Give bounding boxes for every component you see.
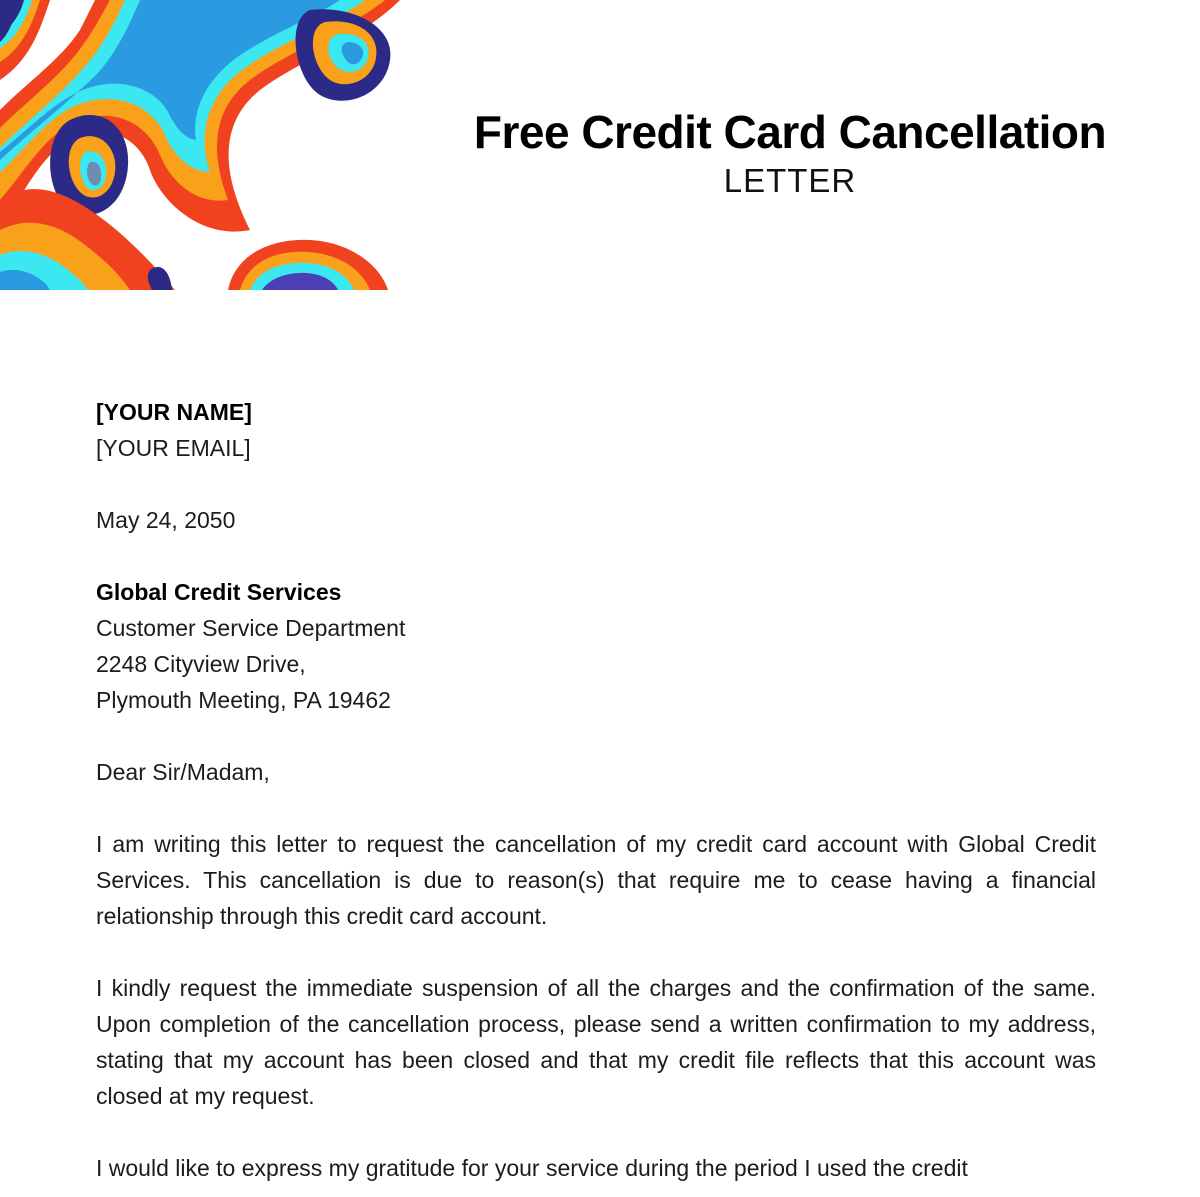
- sender-email: [YOUR EMAIL]: [96, 435, 251, 461]
- recipient-company: Global Credit Services: [96, 579, 342, 605]
- letter-date: May 24, 2050: [96, 507, 236, 533]
- abstract-blob-graphic: [0, 0, 400, 290]
- body-paragraph-2: I kindly request the immediate suspension of all the charges and the confirmation of the same. Upon completion of the cancellation process, please send a written confirmation to my address, stating that my account has been closed and that my credit file reflects that this account was closed at my request.: [96, 975, 1096, 1109]
- recipient-street: 2248 Cityview Drive,: [96, 651, 306, 677]
- document-subtitle: LETTER: [723, 162, 857, 199]
- decorative-header-art: [0, 0, 400, 290]
- salutation: Dear Sir/Madam,: [96, 759, 270, 785]
- body-paragraph-3: I would like to express my gratitude for your service during the period I used the credit: [96, 1155, 968, 1181]
- recipient-department: Customer Service Department: [96, 615, 406, 641]
- body-paragraph-1: I am writing this letter to request the cancellation of my credit card account with Global Credit Services. This cancellation is due to reason(s) that require me to cease having a financial relationship through this credit card account.: [96, 831, 1096, 929]
- letter-body: [96, 394, 1096, 1186]
- recipient-city: Plymouth Meeting, PA 19462: [96, 687, 391, 713]
- sender-name: [YOUR NAME]: [96, 399, 252, 425]
- title-block: [440, 104, 1140, 202]
- document-title: Free Credit Card Cancellation: [473, 106, 1107, 158]
